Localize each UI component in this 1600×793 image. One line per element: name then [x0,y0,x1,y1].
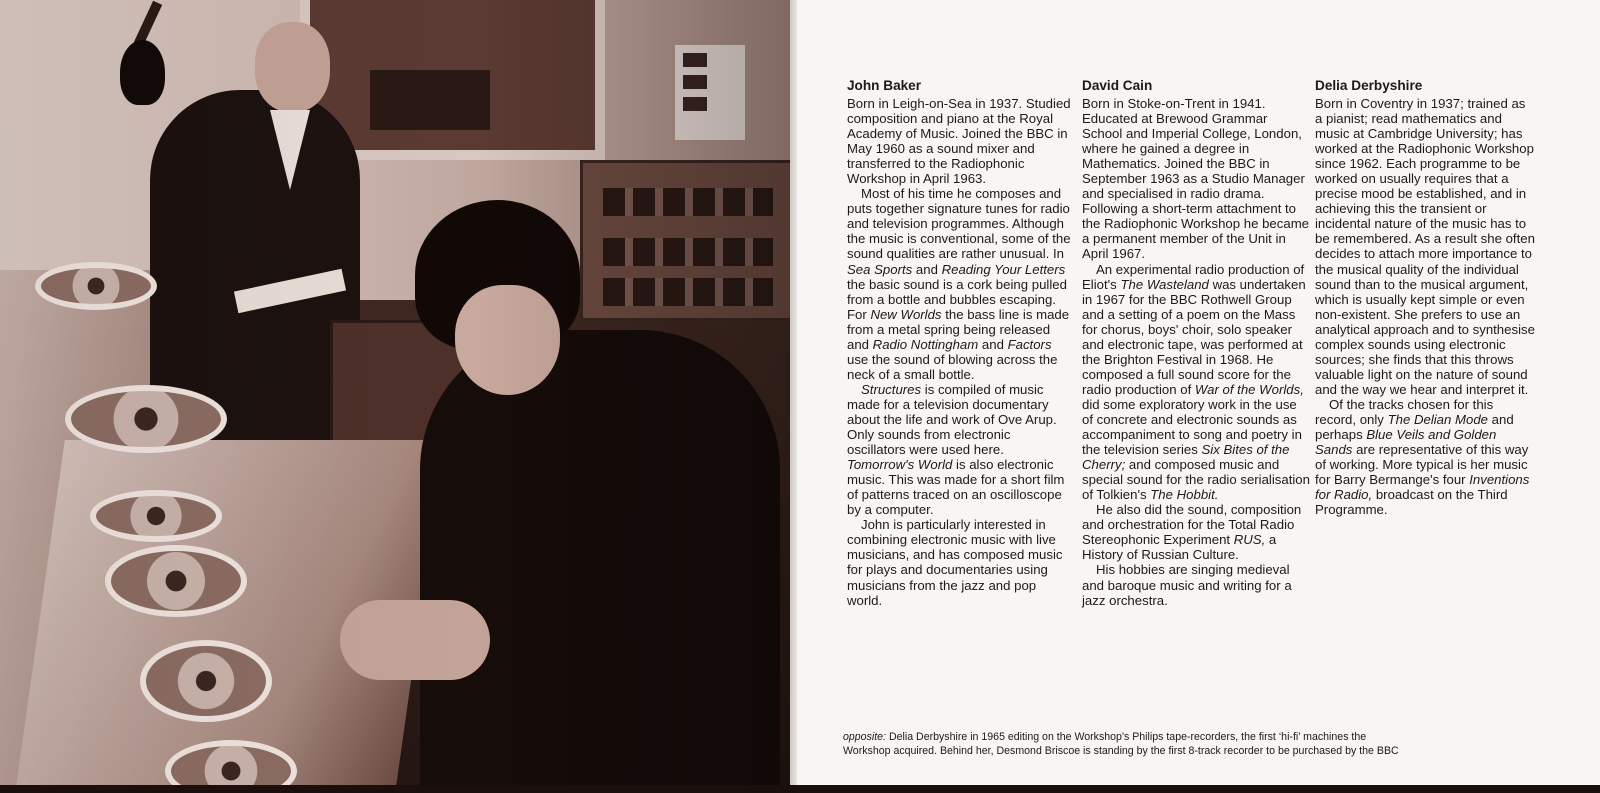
bio-paragraph [847,517,1072,607]
text-page [797,0,1600,793]
bio-paragraph [847,382,1072,517]
bio-heading: Delia Derbyshire [1315,78,1423,93]
text-run: are representative of this way of working. More typical is her music for Barry Bermange's four [1315,442,1529,488]
bio-paragraph [1082,502,1310,562]
photo-caption [843,730,1503,758]
bio-heading: John Baker [847,78,922,93]
italic-title: The Hobbit. [1150,487,1219,503]
caption-line-1: Delia Derbyshire in 1965 editing on the Workshop's Philips tape-recorders, the first ‘hi-fi’ machines the [888,731,1367,743]
text-run: and [978,336,1008,352]
text-run: and perhaps [1315,411,1514,443]
text-run: use the sound of blowing across the neck of a small bottle. [847,351,1058,382]
text-run: and composed music and special sound for the radio serialisation of Tolkien's [1082,457,1310,503]
text-run: Most of his time he composes and puts together signature tunes for radio and television programmes. Although the music is conventional, some of the sound qualities are rather unusual. In [847,186,1071,262]
italic-title: Six Bites of the Cherry; [1082,442,1290,473]
text-run: Born in Coventry in 1937; trained as a pianist; read mathematics and music at Cambridge University; has worked at the Radiophonic Workshop since 1962. Each programme to be worked on usually requires that a precise mood be established, and in achieving this the transient or incidental nature of the music has to be remembered. As a result she often decides to attach more importance to the musical quality of the individual sound than to the musical argument, which is usually kept simple or even non-existent. She prefers to use an analytical approach and to synthesise complex sounds using electronic sources; she finds that this throws valuable light on the nature of sound and the way we hear and interpret it. [1315,96,1535,397]
italic-title: Blue Veils and Golden Sands [1315,427,1497,458]
text-run: the basic sound is a cork being pulled from a bottle and bubbles escaping. For [847,276,1067,322]
bio-column-delia-derbyshire [1315,78,1535,517]
italic-title: Radio Nottingham [872,336,979,352]
text-run: broadcast on the Third Programme. [1315,487,1508,518]
bio-paragraph [1082,96,1310,262]
italic-title: RUS, [1233,532,1266,548]
bio-paragraph [847,96,1072,186]
text-run: is compiled of music made for a television documentary about the life and work of Ove Arup. Only sounds from electronic oscillators were used here. [847,381,1057,458]
bio-paragraph [847,186,1072,382]
bio-column-john-baker [847,78,1072,608]
italic-title: Factors [1007,336,1052,352]
text-run: did some exploratory work in the use of concrete and electronic sounds as accompaniment to song and poetry in the television series [1082,396,1302,458]
text-run: His hobbies are singing medieval and baroque music and writing for a jazz orchestra. [1082,562,1292,608]
bio-paragraph [1082,562,1310,607]
text-run: a History of Russian Culture. [1082,532,1277,563]
caption-line-2: Workshop acquired. Behind her, Desmond Briscoe is standing by the first 8-track recorder to be purchased by the BBC [843,745,1399,757]
text-run: Born in Stoke-on-Trent in 1941. Educated at Brewood Grammar School and Imperial College, London, where he gained a degree in Mathematics. Joined the BBC in September 1963 as a Studio Manager and specialised in radio drama. Following a short-term attachment to the Radiophonic Workshop he became a permanent member of the Unit in April 1967. [1082,96,1310,262]
text-run: the bass line is made from a metal spring being released and [847,306,1070,352]
text-run: An experimental radio production of Eliot's [1082,261,1305,292]
bio-paragraph [1315,397,1535,517]
archive-photo [0,0,797,793]
italic-title: Structures [861,381,922,397]
italic-title: Sea Sports [847,261,913,277]
text-run: was undertaken in 1967 for the BBC Rothwell Group and a setting of a poem on the Mass for chorus, boys' choir, solo speaker and electronic tape, was performed at the Brighton Festival in 1968. He composed a full sound score for the radio production of [1082,276,1306,397]
italic-title: Tomorrow's World [847,457,953,473]
bio-paragraph [1315,96,1535,397]
text-run: Of the tracks chosen for this record, only [1315,396,1494,427]
caption-label: opposite: [843,731,886,743]
italic-title: Inventions for Radio, [1315,472,1530,503]
text-run: Born in Leigh-on-Sea in 1937. Studied composition and piano at the Royal Academy of Music. Joined the BBC in May 1960 as a sound mixer and transferred to the Radiophonic Workshop in April 1963. [847,96,1071,187]
text-run: He also did the sound, composition and orchestration for the Total Radio Stereophonic Experiment [1082,502,1302,548]
italic-title: The Wasteland [1120,276,1209,292]
bio-paragraph [1082,262,1310,503]
italic-title: Reading Your Letters [941,261,1066,277]
text-run: John is particularly interested in combining electronic music with live musicians, and has composed music for plays and documentaries using musicians from the jazz and pop world. [847,517,1063,608]
bio-column-david-cain [1082,78,1310,608]
italic-title: The Delian Mode [1387,411,1489,427]
text-run: is also electronic music. This was made for a short film of patterns traced on an oscilloscope by a computer. [847,457,1065,518]
italic-title: War of the Worlds, [1194,381,1304,397]
italic-title: New Worlds [870,306,942,322]
text-run: and [912,261,942,277]
bio-heading: David Cain [1082,78,1153,93]
